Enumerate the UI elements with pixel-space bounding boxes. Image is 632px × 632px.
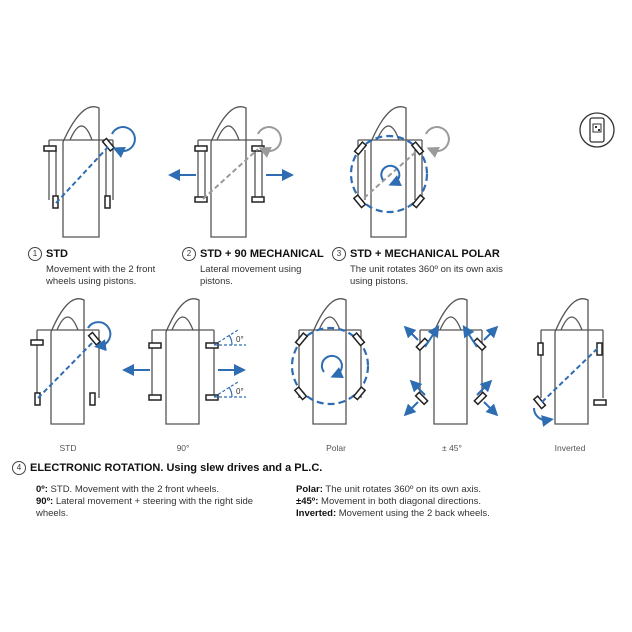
desc-line: wheels using pistons. — [46, 276, 137, 287]
electronic-left-list — [36, 484, 276, 520]
diagonal-arrow-icon — [484, 330, 494, 340]
heading-title: STD + 90 MECHANICAL — [200, 248, 324, 260]
unit-90-electronic — [152, 299, 214, 424]
caption-inverted: Inverted — [554, 443, 586, 453]
term-desc: Movement using the 2 back wheels. — [336, 508, 490, 519]
term-desc: STD. Movement with the 2 front wheels. — [47, 484, 219, 495]
list-item — [296, 508, 536, 520]
step-number: 3 — [332, 247, 346, 261]
rotation-arrow-icon — [534, 408, 548, 420]
wheel — [353, 333, 365, 345]
desc-line: Lateral movement using — [200, 264, 302, 275]
wheel — [195, 146, 207, 151]
wheel — [105, 196, 110, 208]
unit-std90-top — [198, 107, 262, 237]
caption-std: STD — [59, 443, 77, 453]
list-item — [36, 496, 276, 508]
heading-title: STD + MECHANICAL POLAR — [350, 248, 500, 260]
unit-polar-electronic — [299, 299, 361, 424]
list-item — [36, 484, 276, 496]
list-item — [296, 484, 536, 496]
term: ±45º: — [296, 496, 319, 507]
heading-title: ELECTRONIC ROTATION. Using slew drives and a PL.C. — [30, 462, 323, 474]
wheel — [31, 340, 43, 345]
angle-label: 0° — [236, 387, 244, 396]
wheel — [534, 396, 546, 408]
heading-electronic — [12, 461, 322, 475]
caption-45: ± 45° — [442, 443, 462, 453]
rotation-arrow-icon — [426, 127, 449, 151]
term-desc: Movement in both diagonal directions. — [318, 496, 482, 507]
wheel — [252, 197, 264, 202]
wheel — [295, 387, 307, 399]
caption-polar: Polar — [326, 443, 346, 453]
list-item — [36, 508, 276, 520]
desc-std — [46, 264, 155, 288]
wheel — [413, 195, 425, 207]
term: Polar: — [296, 484, 323, 495]
term: Inverted: — [296, 508, 337, 519]
term-desc: Lateral movement + steering with the right side — [53, 496, 254, 507]
desc-line: using pistons. — [350, 276, 409, 287]
desc-line: pistons. — [200, 276, 233, 287]
heading-title: STD — [46, 248, 68, 260]
wheel — [296, 333, 308, 345]
unit-45-electronic — [420, 299, 482, 424]
wheel — [35, 393, 40, 405]
step-number: 1 — [28, 247, 42, 261]
wheel — [538, 343, 543, 355]
wheel — [149, 343, 161, 348]
desc-polar — [350, 264, 503, 288]
desc-std90 — [200, 264, 301, 288]
diagonal-arrow-icon — [408, 330, 418, 340]
rotation-arrow-icon — [112, 127, 135, 151]
list-item — [296, 496, 536, 508]
wheel — [149, 395, 161, 400]
desc-line: The unit rotates 360º on its own axis — [350, 264, 503, 275]
unit-std-top — [49, 107, 113, 237]
heading-std — [28, 247, 68, 261]
caption-90: 90° — [176, 443, 190, 453]
diagonal-arrow-icon — [484, 402, 494, 412]
wheel — [90, 393, 95, 405]
step-number: 2 — [182, 247, 196, 261]
heading-std90 — [182, 247, 324, 261]
qr-code-phone-icon — [580, 113, 614, 147]
term: 0º: — [36, 484, 48, 495]
desc-line: Movement with the 2 front — [46, 264, 156, 275]
diagonal-arrow-icon — [408, 402, 418, 412]
term: 90º: — [36, 496, 54, 507]
term-desc: wheels. — [36, 508, 69, 519]
step-number: 4 — [12, 461, 26, 475]
wheel — [44, 146, 56, 151]
angle-label: 0° — [236, 335, 244, 344]
electronic-right-list — [296, 484, 536, 520]
wheel — [594, 400, 606, 405]
term-desc: The unit rotates 360º on its own axis. — [322, 484, 481, 495]
wheel — [354, 387, 366, 399]
unit-polar-top — [358, 107, 422, 237]
heading-polar — [332, 247, 500, 261]
